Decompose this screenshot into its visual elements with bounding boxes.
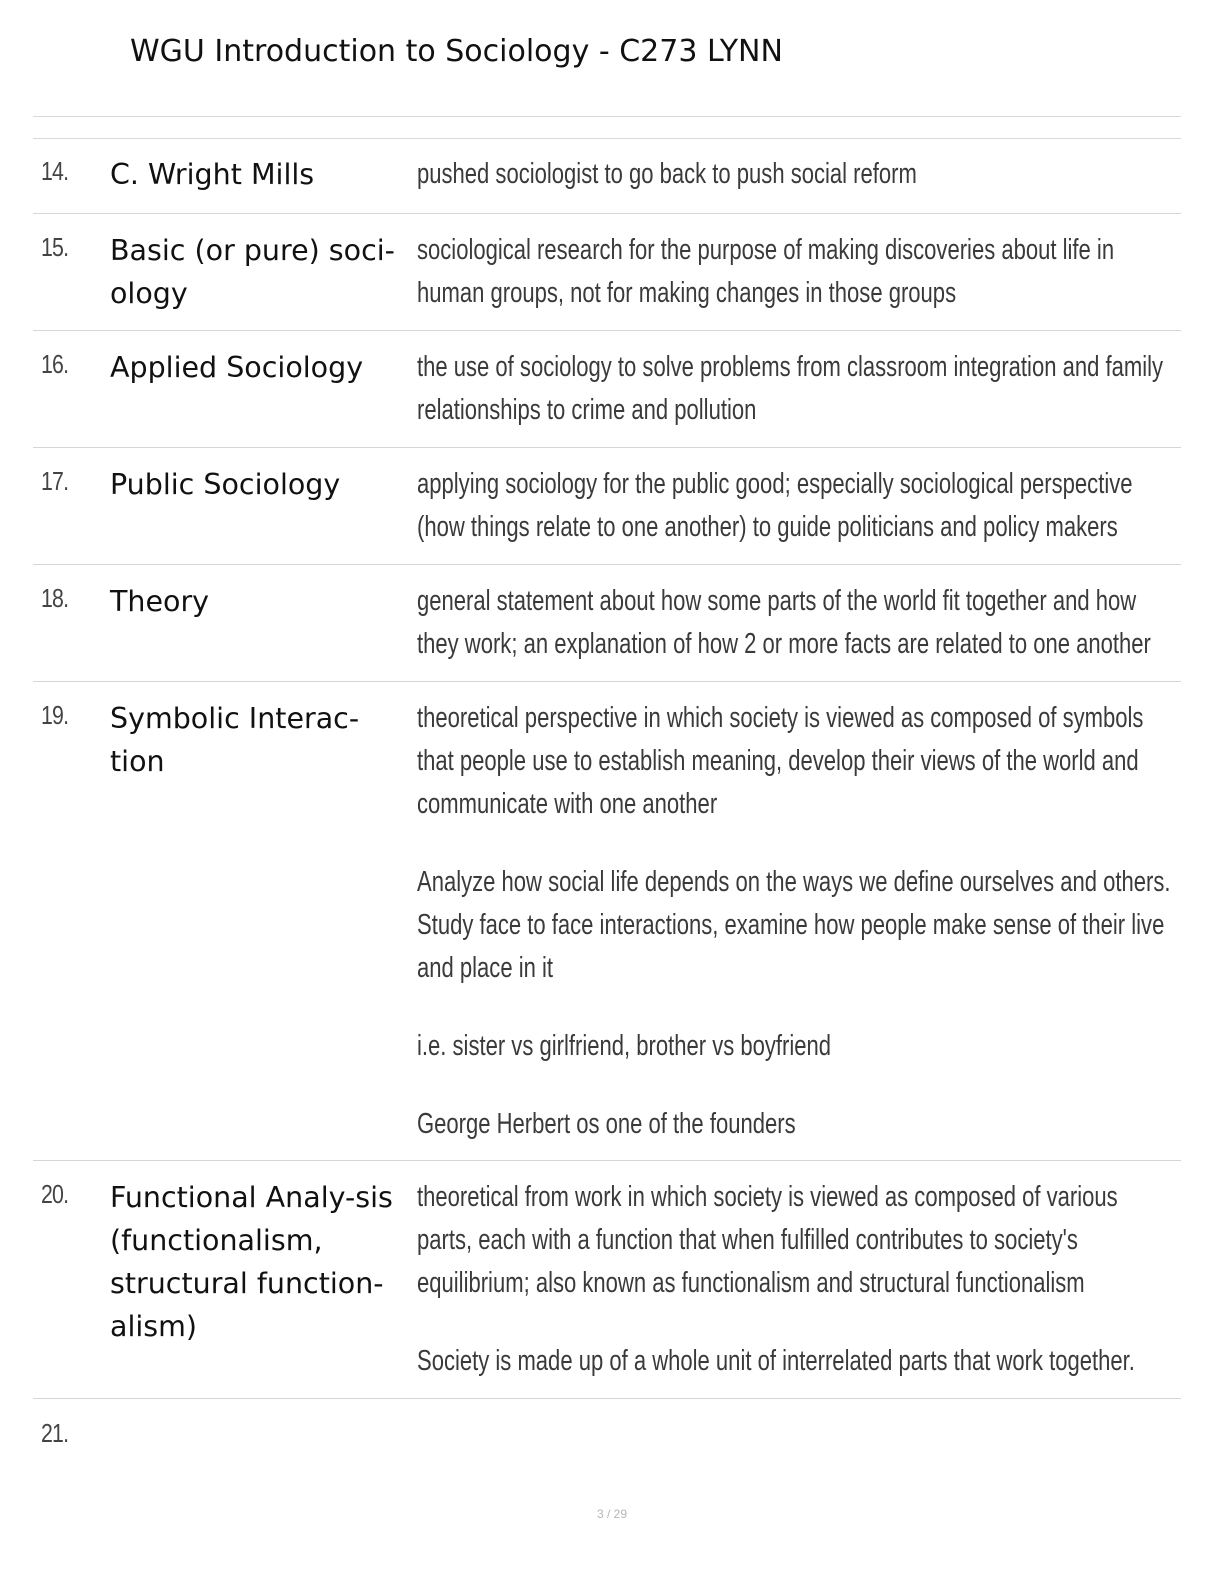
term-number: 17.	[41, 466, 69, 496]
term-definitions	[417, 697, 1177, 1146]
term-number: 20.	[41, 1179, 69, 1209]
term-title: Applied Sociology	[110, 351, 364, 384]
term-title: Basic (or pure) soci-ology	[110, 234, 395, 310]
term-row-17	[33, 448, 1181, 565]
definition-text: i.e. sister vs girlfriend, brother vs boyfriend	[417, 1030, 832, 1062]
definition-text: theoretical perspective in which society is viewed as composed of symbols that people use to establish meaning, develop their views of the world and communicate with one another	[417, 702, 1144, 820]
term-title: Theory	[110, 585, 210, 618]
term-definitions	[417, 463, 1177, 549]
term-row-20	[33, 1161, 1181, 1399]
term-row-18	[33, 565, 1181, 682]
term-row-21	[33, 1400, 1181, 1480]
term-definitions	[417, 580, 1177, 666]
definition-text: sociological research for the purpose of making discoveries about life in human groups, not for making changes in those groups	[417, 234, 1115, 309]
term-definitions	[417, 1176, 1177, 1383]
term-title: C. Wright Mills	[110, 158, 315, 191]
term-row-14	[33, 138, 1181, 214]
definition-text: George Herbert os one of the founders	[417, 1108, 796, 1140]
term-number: 21.	[41, 1418, 69, 1448]
term-row-15	[33, 214, 1181, 331]
definition-text: general statement about how some parts of the world fit together and how they work; an explanation of how 2 or more facts are related to one another	[417, 585, 1151, 660]
term-number: 15.	[41, 232, 69, 262]
definition-text: Society is made up of a whole unit of interrelated parts that work together.	[417, 1345, 1135, 1377]
term-definitions	[417, 346, 1177, 432]
definition-text: applying sociology for the public good; especially sociological perspective (how things relate to one another) to guide politicians and policy makers	[417, 468, 1133, 543]
term-definitions	[417, 229, 1177, 315]
definition-text: the use of sociology to solve problems from classroom integration and family relationships to crime and pollution	[417, 351, 1164, 426]
term-number: 19.	[41, 700, 69, 730]
header-divider-top	[33, 116, 1181, 117]
document-title: WGU Introduction to Sociology - C273 LYNN	[130, 34, 783, 69]
term-row-19	[33, 682, 1181, 1161]
term-title: Public Sociology	[110, 468, 341, 501]
term-row-16	[33, 331, 1181, 448]
definition-text: theoretical from work in which society is viewed as composed of various parts, each with a function that when fulfilled contributes to society's equilibrium; also known as functionalism and structural functionalism	[417, 1181, 1118, 1299]
term-number: 18.	[41, 583, 69, 613]
term-definitions	[417, 153, 1177, 196]
page-number: 3 / 29	[596, 1507, 628, 1521]
term-title: Functional Analy-sis (functionalism, structural function-alism)	[110, 1181, 393, 1343]
term-title: Symbolic Interac-tion	[110, 702, 360, 778]
term-number: 16.	[41, 349, 69, 379]
term-number: 14.	[41, 156, 69, 186]
definition-text: Analyze how social life depends on the ways we define ourselves and others. Study face to face interactions, examine how people make sense of their live and place in it	[417, 866, 1171, 984]
definition-text: pushed sociologist to go back to push social reform	[417, 158, 917, 190]
